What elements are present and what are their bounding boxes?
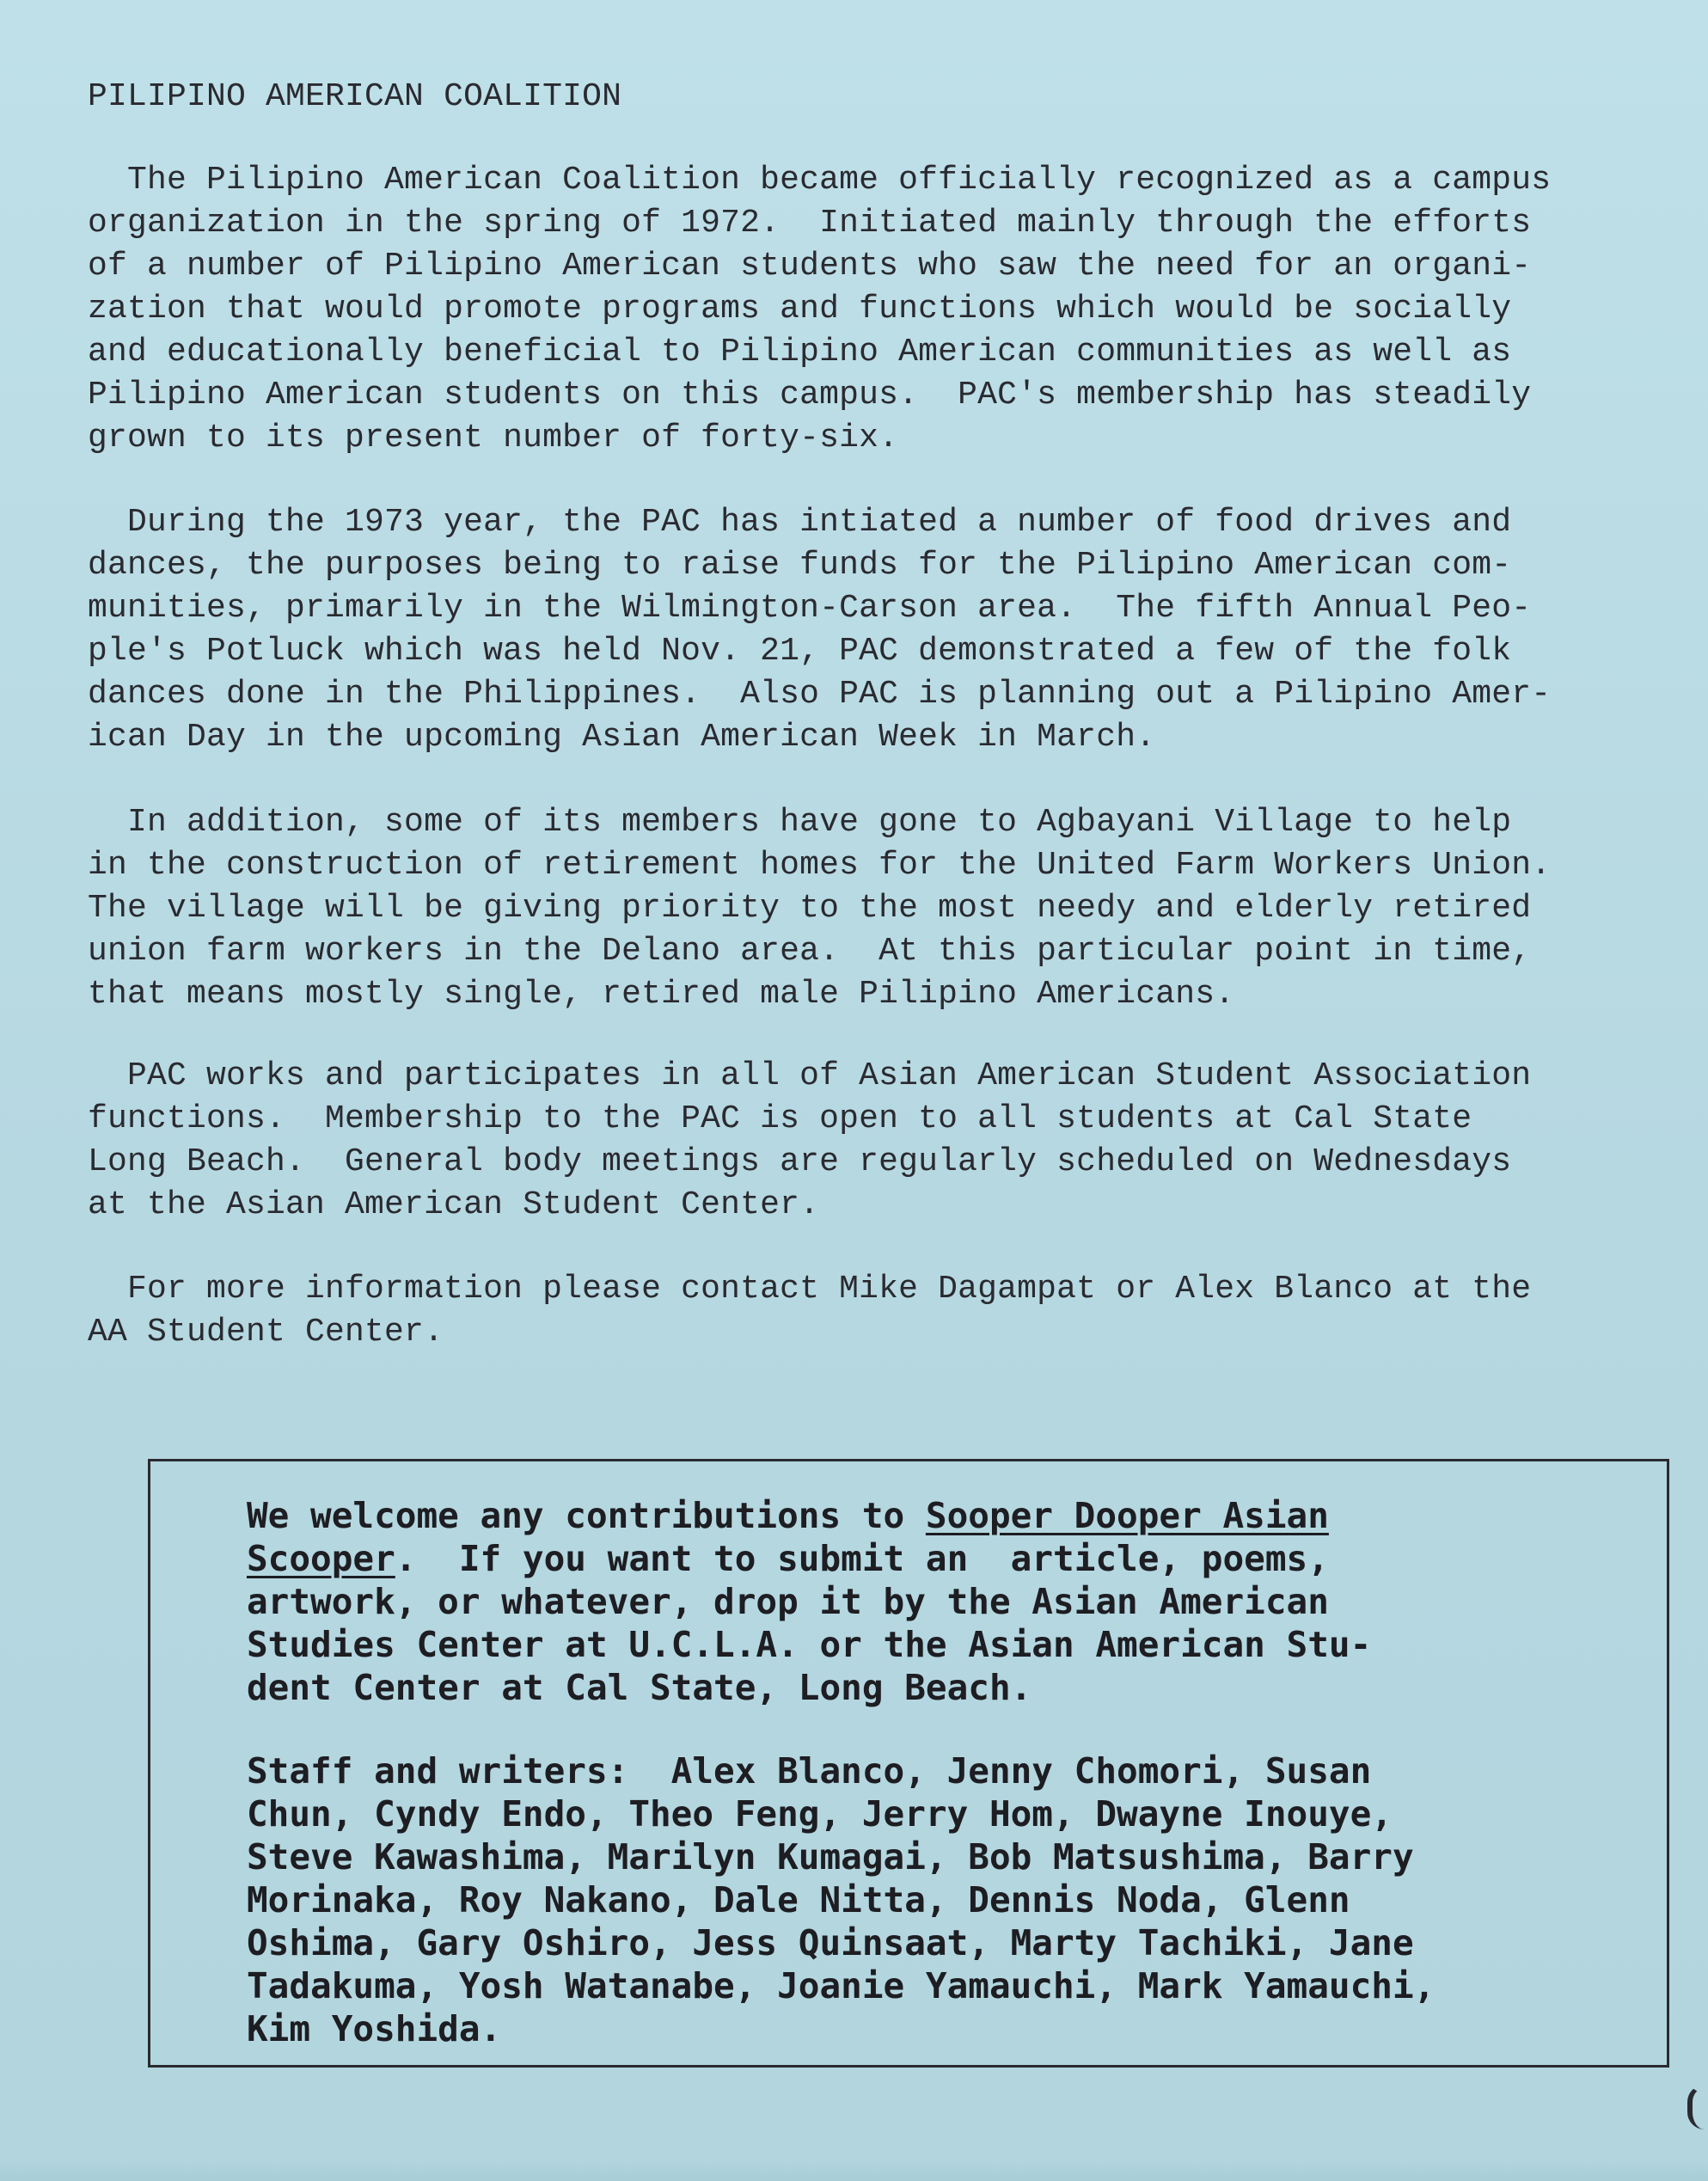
paragraph-membership xyxy=(88,1055,1669,1227)
text-line: In addition, some of its members have gone to Agbayani Village to help xyxy=(88,804,1512,841)
paragraph-activities xyxy=(88,501,1669,759)
text-line: organization in the spring of 1972. Initiated mainly through the efforts xyxy=(88,205,1532,242)
text-line: Steve Kawashima, Marilyn Kumagai, Bob Matsushima, Barry xyxy=(247,1836,1414,1878)
text-line: functions. Membership to the PAC is open to all students at Cal State xyxy=(88,1100,1472,1137)
paragraph-contact xyxy=(88,1268,1669,1354)
paragraph-agbayani-village xyxy=(88,801,1669,1016)
text-line: zation that would promote programs and functions which would be socially xyxy=(88,291,1512,328)
contributions-notice-box xyxy=(148,1459,1669,2068)
text-line: PAC works and participates in all of Asian American Student Association xyxy=(88,1057,1532,1094)
text-line: Long Beach. General body meetings are regularly scheduled on Wednesdays xyxy=(88,1143,1512,1180)
text-line: union farm workers in the Delano area. At this particular point in time, xyxy=(88,933,1532,970)
paper-bottom-edge xyxy=(0,2160,1708,2181)
text-line: ple's Potluck which was held Nov. 21, PAC demonstrated a few of the folk xyxy=(88,633,1512,670)
paragraph-recognition xyxy=(88,159,1669,460)
text-line: dances, the purposes being to raise funds for the Pilipino American com- xyxy=(88,547,1512,584)
text-line xyxy=(247,1494,1371,1537)
text-line: ican Day in the upcoming Asian American Week in March. xyxy=(88,719,1156,756)
text-line: Pilipino American students on this campus. PAC's membership has steadily xyxy=(88,377,1532,414)
text-line: munities, primarily in the Wilmington-Carson area. The fifth Annual Peo- xyxy=(88,590,1532,627)
text-line: Oshima, Gary Oshiro, Jess Quinsaat, Marty Tachiki, Jane xyxy=(247,1922,1414,1964)
text-line: of a number of Pilipino American students who saw the need for an organi- xyxy=(88,248,1532,285)
welcome-paragraph xyxy=(247,1494,1371,1709)
text-line: For more information please contact Mike Dagampat or Alex Blanco at the xyxy=(88,1271,1532,1308)
text-line: and educationally beneficial to Pilipino American communities as well as xyxy=(88,334,1512,371)
text-line: During the 1973 year, the PAC has intiated a number of food drives and xyxy=(88,504,1512,541)
text-line: Morinaka, Roy Nakano, Dale Nitta, Dennis Noda, Glenn xyxy=(247,1879,1350,1921)
staff-paragraph xyxy=(247,1749,1435,2050)
text-line: The Pilipino American Coalition became officially recognized as a campus xyxy=(88,162,1552,199)
text-line: Studies Center at U.C.L.A. or the Asian American Stu- xyxy=(247,1624,1372,1665)
text-line: Kim Yoshida. xyxy=(247,2008,502,2049)
page-edge-mark xyxy=(1687,2085,1708,2129)
text-line: The village will be giving priority to the most needy and elderly retired xyxy=(88,890,1532,927)
text-line: in the construction of retirement homes for the United Farm Workers Union. xyxy=(88,847,1552,884)
text-line: Staff and writers: Alex Blanco, Jenny Chomori, Susan xyxy=(247,1750,1372,1792)
article-title: PILIPINO AMERICAN COALITION xyxy=(88,78,622,115)
text-line: dent Center at Cal State, Long Beach. xyxy=(247,1667,1032,1708)
text-line xyxy=(247,1537,1371,1580)
text-line: at the Asian American Student Center. xyxy=(88,1186,820,1223)
publication-name: Sooper Dooper Asian xyxy=(925,1495,1329,1536)
text-line: Tadakuma, Yosh Watanabe, Joanie Yamauchi, Mark Yamauchi, xyxy=(247,1965,1436,2006)
text-line: grown to its present number of forty-six. xyxy=(88,420,899,456)
text-line: that means mostly single, retired male Pilipino Americans. xyxy=(88,976,1235,1013)
text-line: AA Student Center. xyxy=(88,1314,444,1351)
text-line: dances done in the Philippines. Also PAC is planning out a Pilipino Amer- xyxy=(88,676,1552,713)
text-line: artwork, or whatever, drop it by the Asian American xyxy=(247,1581,1329,1622)
publication-name-continued: Scooper xyxy=(247,1538,395,1579)
welcome-lead: We welcome any contributions to xyxy=(247,1495,926,1536)
text-line: Chun, Cyndy Endo, Theo Feng, Jerry Hom, Dwayne Inouye, xyxy=(247,1793,1393,1835)
welcome-text: . If you want to submit an article, poems, xyxy=(395,1538,1329,1579)
